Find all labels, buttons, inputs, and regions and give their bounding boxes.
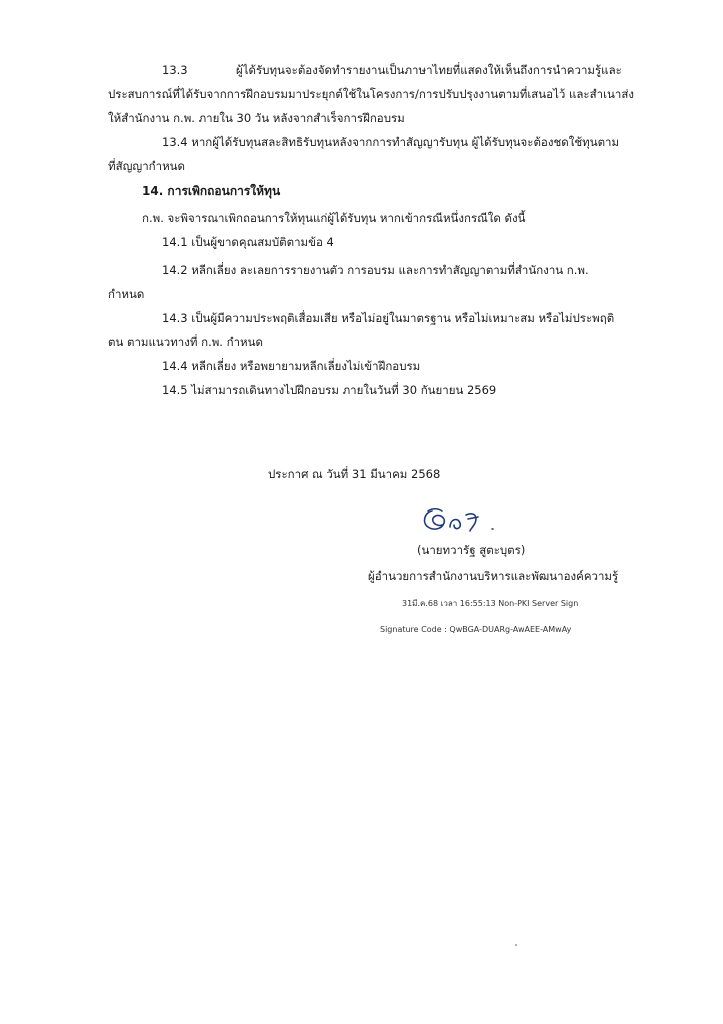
- item-14-5: 14.5 ไม่สามารถเดินทางไปฝึกอบรม ภายในวันที่ 30 กันยายน 2569: [162, 383, 497, 397]
- section-14-intro: ก.พ. จะพิจารณาเพิกถอนการให้ทุนแก่ผู้ได้รับทุน หากเข้ากรณีหนึ่งกรณีใด ดังนี้: [142, 211, 526, 225]
- signer-title: ผู้อำนวยการสำนักงานบริหารและพัฒนาองค์ความรู้: [368, 569, 619, 583]
- item-14-2-line-1: 14.2 หลีกเลี่ยง ละเลยการรายงานตัว การอบรม และการทำสัญญาตามที่สำนักงาน ก.พ.: [162, 263, 589, 277]
- item-14-4: 14.4 หลีกเลี่ยง หรือพยายามหลีกเลี่ยงไม่เข้าฝึกอบรม: [162, 359, 421, 373]
- item-13-3-line-3: ให้สำนักงาน ก.พ. ภายใน 30 วัน หลังจากสำเร็จการฝึกอบรม: [108, 111, 405, 125]
- item-14-2-line-2: กำหนด: [108, 287, 145, 301]
- section-14-heading: 14. การเพิกถอนการให้ทุน: [142, 184, 281, 198]
- item-13-4-line-2: ที่สัญญากำหนด: [108, 159, 185, 173]
- item-13-3-line-1: ผู้ได้รับทุนจะต้องจัดทำรายงานเป็นภาษาไทยที่แสดงให้เห็นถึงการนำความรู้และ: [236, 63, 622, 77]
- item-14-1: 14.1 เป็นผู้ขาดคุณสมบัติตามข้อ 4: [162, 235, 334, 249]
- item-14-3-line-2: ตน ตามแนวทางที่ ก.พ. กำหนด: [108, 335, 263, 349]
- signer-name: (นายทวารัฐ สูตะบุตร): [417, 543, 526, 557]
- sign-timestamp: 31มี.ค.68 เวลา 16:55:13 Non-PKI Server Sign: [402, 599, 579, 608]
- item-13-3-line-2: ประสบการณ์ที่ได้รับจากการฝึกอบรมมาประยุกต์ใช้ในโครงการ/การปรับปรุงงานตามที่เสนอไว้ และสำเนาส่ง: [108, 87, 634, 101]
- signature-code: Signature Code : QwBGA-DUARg-AwAEE-AMwAy: [380, 625, 572, 634]
- announcement-date: ประกาศ ณ วันที่ 31 มีนาคม 2568: [268, 467, 441, 481]
- item-13-3-number: 13.3: [162, 63, 188, 77]
- page-speck: [515, 944, 517, 946]
- handwritten-signature: [418, 505, 518, 541]
- item-14-3-line-1: 14.3 เป็นผู้มีความประพฤติเสื่อมเสีย หรือไม่อยู่ในมาตรฐาน หรือไม่เหมาะสม หรือไม่ประพฤติ: [162, 311, 615, 325]
- item-13-4-line-1: 13.4 หากผู้ได้รับทุนสละสิทธิรับทุนหลังจากการทำสัญญารับทุน ผู้ได้รับทุนจะต้องชดใช้ทุนตาม: [162, 135, 620, 149]
